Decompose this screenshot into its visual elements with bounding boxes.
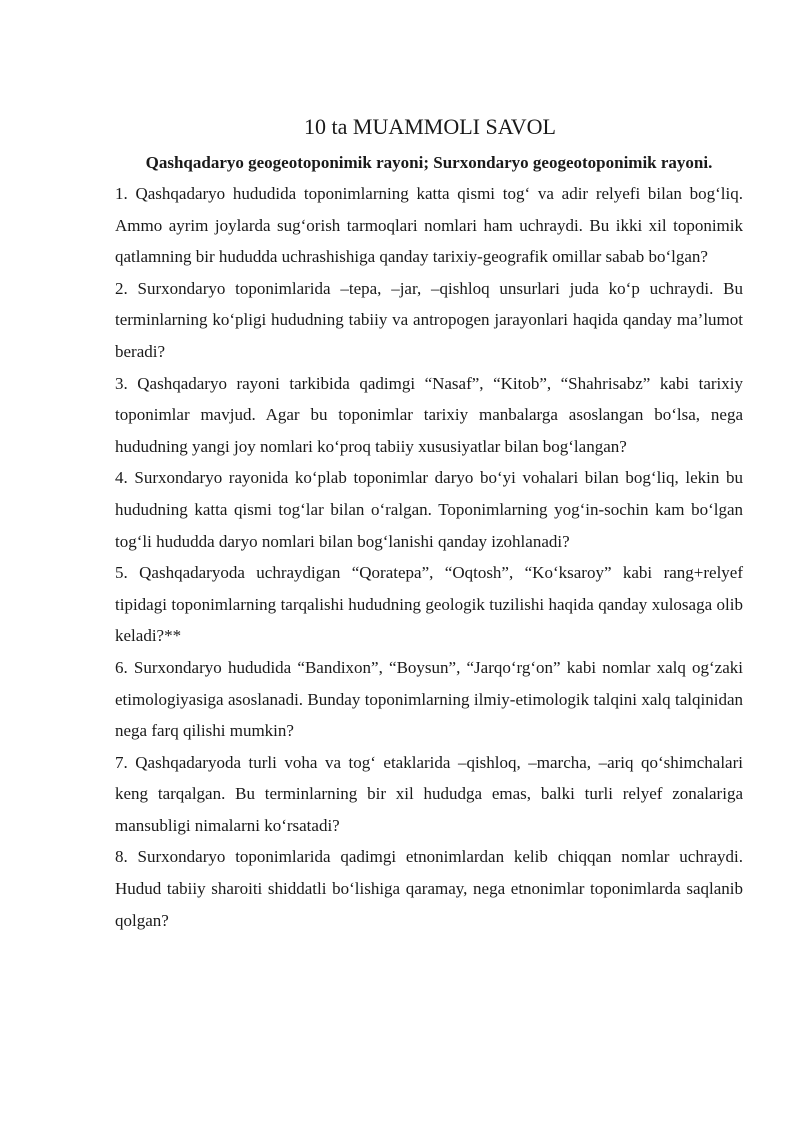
document-body [115,112,743,936]
document-subtitle: Qashqadaryo geogeotoponimik rayoni; Surxondaryo geogeotoponimik rayoni. [145,153,713,172]
question-6: 6. Surxondaryo hududida “Bandixon”, “Boysun”, “Jarqo‘rg‘on” kabi nomlar xalq og‘zaki etimologiyasiga asoslanadi. Bunday toponimlarning ilmiy-etimologik talqini xalq talqinidan nega farq qilishi mumkin? [115,657,743,741]
question-8: 8. Surxondaryo toponimlarida qadimgi etnonimlardan kelib chiqqan nomlar uchraydi. Hudud tabiiy sharoiti shiddatli bo‘lishiga qaramay, nega etnonimlar toponimlarda saqlanib qolgan? [115,847,743,930]
question-1: 1. Qashqadaryo hududida toponimlarning katta qismi tog‘ va adir relyefi bilan bog‘liq. Ammo ayrim joylarda sug‘orish tarmoqlari nomlari ham uchraydi. Bu ikki xil toponimik qatlamning bir hududda uchrashishiga qanday tarixiy-geografik omillar sabab bo‘lgan? [115,184,743,267]
question-4: 4. Surxondaryo rayonida ko‘plab toponimlar daryo bo‘yi vohalari bilan bog‘liq, lekin bu hududning katta qismi tog‘lar bilan o‘ralgan. Toponimlarning yog‘in-sochin kam bo‘lgan tog‘li hududda daryo nomlari bilan bog‘lanishi qanday izohlanadi? [115,468,743,551]
question-7: 7. Qashqadaryoda turli voha va tog‘ etaklarida –qishloq, –marcha, –ariq qo‘shimchalari keng tarqalgan. Bu terminlarning bir xil hududga emas, balki turli relyef zonalariga mansubligi nimalarni ko‘rsatadi? [115,752,743,835]
document-title: 10 ta MUAMMOLI SAVOL [304,114,556,139]
question-5: 5. Qashqadaryoda uchraydigan “Qoratepa”, “Oqtosh”, “Ko‘ksaroy” kabi rang+relyef tipidagi toponimlarning tarqalishi hududning geologik tuzilishi haqida qanday xulosaga olib keladi?** [115,563,743,646]
question-2: 2. Surxondaryo toponimlarida –tepa, –jar, –qishloq unsurlari juda ko‘p uchraydi. Bu terminlarning ko‘pligi hududning tabiiy va antropogen jarayonlari haqida qanday ma’lumot beradi? [115,278,743,361]
question-3: 3. Qashqadaryo rayoni tarkibida qadimgi “Nasaf”, “Kitob”, “Shahrisabz” kabi tarixiy toponimlar mavjud. Agar bu toponimlar tarixiy manbalarga asoslangan bo‘lsa, nega hududning yangi joy nomlari ko‘proq tabiiy xususiyatlar bilan bog‘langan? [115,373,743,456]
